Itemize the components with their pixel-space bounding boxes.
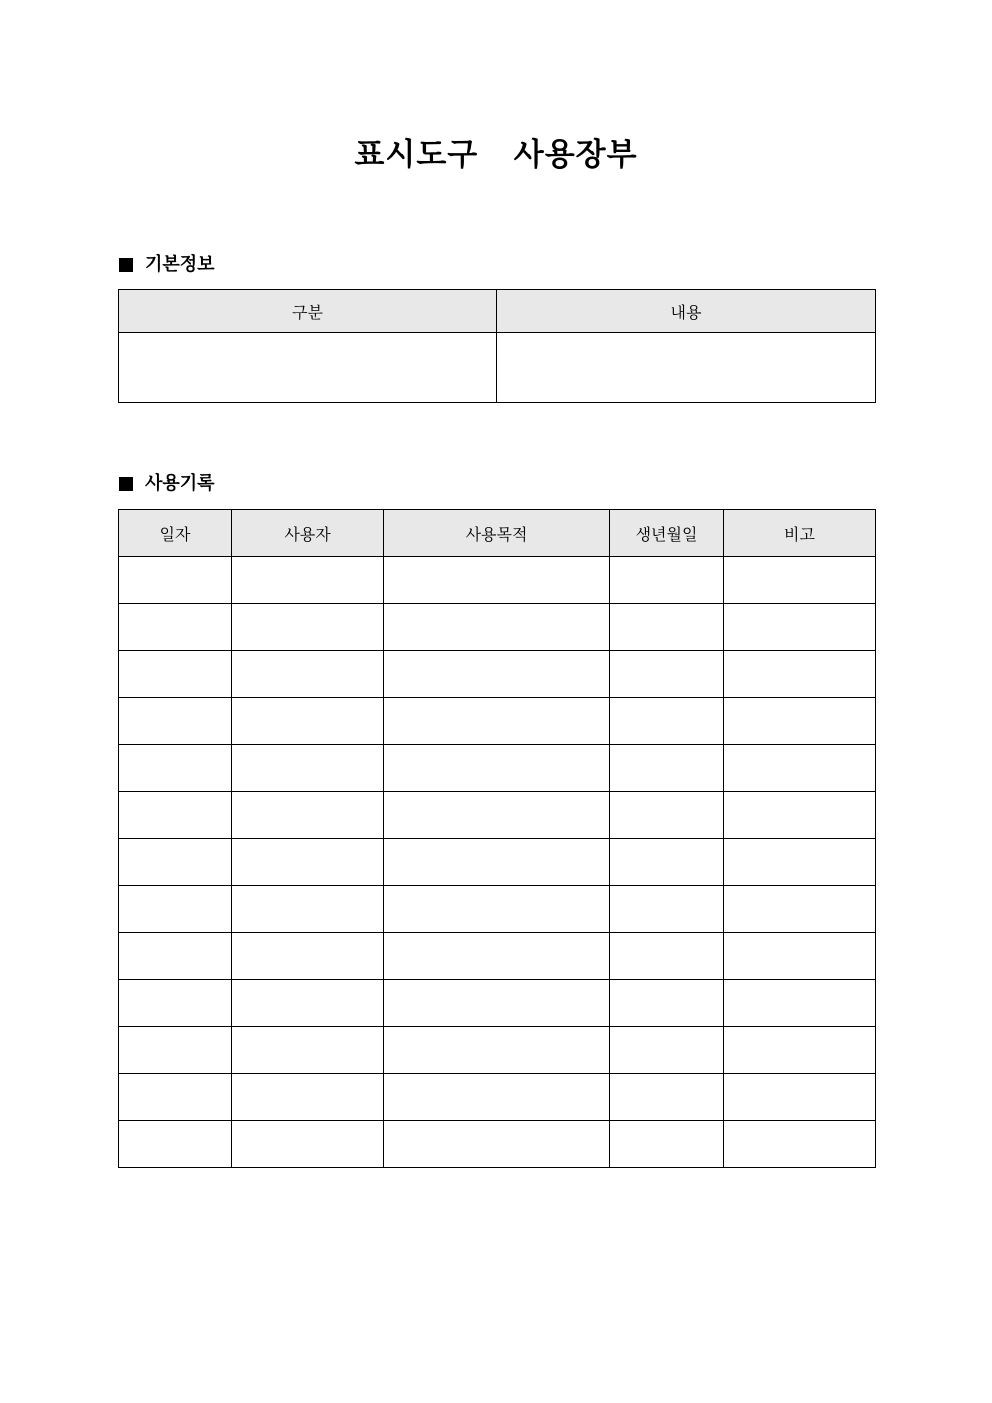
table-cell[interactable] xyxy=(119,839,232,886)
table-cell[interactable] xyxy=(610,886,724,933)
table-cell[interactable] xyxy=(724,839,876,886)
table-cell[interactable] xyxy=(384,980,610,1027)
table-cell[interactable] xyxy=(232,933,384,980)
table-header-row xyxy=(119,290,876,333)
table-row xyxy=(119,886,876,933)
table-cell[interactable] xyxy=(610,1121,724,1168)
table-cell[interactable] xyxy=(119,980,232,1027)
table-cell[interactable] xyxy=(119,933,232,980)
table-cell[interactable] xyxy=(384,557,610,604)
table-cell[interactable] xyxy=(384,886,610,933)
table-cell[interactable] xyxy=(232,1027,384,1074)
table-cell[interactable] xyxy=(724,1027,876,1074)
table-cell[interactable] xyxy=(232,886,384,933)
table-cell[interactable] xyxy=(384,1121,610,1168)
table-cell[interactable] xyxy=(384,698,610,745)
column-header-user: 사용자 xyxy=(232,510,384,557)
table-cell[interactable] xyxy=(610,1074,724,1121)
table-cell[interactable] xyxy=(384,1027,610,1074)
table-cell[interactable] xyxy=(119,557,232,604)
page-title: 표시도구 사용장부 xyxy=(354,137,638,173)
table-cell[interactable] xyxy=(497,333,876,403)
square-bullet-icon xyxy=(119,258,133,272)
table-cell[interactable] xyxy=(724,1121,876,1168)
table-cell[interactable] xyxy=(232,557,384,604)
table-cell[interactable] xyxy=(610,651,724,698)
table-row xyxy=(119,1027,876,1074)
table-cell[interactable] xyxy=(384,745,610,792)
table-cell[interactable] xyxy=(610,933,724,980)
table-cell[interactable] xyxy=(384,839,610,886)
table-row xyxy=(119,698,876,745)
table-cell[interactable] xyxy=(232,1074,384,1121)
usage-log-table xyxy=(118,509,876,1168)
table-cell[interactable] xyxy=(384,933,610,980)
table-row xyxy=(119,651,876,698)
column-header-category: 구분 xyxy=(119,290,497,333)
table-cell[interactable] xyxy=(119,698,232,745)
table-cell[interactable] xyxy=(384,792,610,839)
table-row xyxy=(119,980,876,1027)
basic-info-table xyxy=(118,289,876,403)
table-cell[interactable] xyxy=(232,1121,384,1168)
table-cell[interactable] xyxy=(119,886,232,933)
table-cell[interactable] xyxy=(384,604,610,651)
section-heading-label: 사용기록 xyxy=(145,473,215,494)
table-cell[interactable] xyxy=(232,651,384,698)
column-header-date: 일자 xyxy=(119,510,232,557)
table-cell[interactable] xyxy=(119,1074,232,1121)
table-cell[interactable] xyxy=(119,604,232,651)
column-header-content: 내용 xyxy=(497,290,876,333)
table-cell[interactable] xyxy=(724,886,876,933)
section-heading-basic-info xyxy=(119,253,215,277)
table-cell[interactable] xyxy=(232,698,384,745)
table-cell[interactable] xyxy=(119,1027,232,1074)
column-header-birthdate: 생년월일 xyxy=(610,510,724,557)
table-cell[interactable] xyxy=(610,792,724,839)
table-cell[interactable] xyxy=(724,604,876,651)
table-cell[interactable] xyxy=(610,557,724,604)
table-row xyxy=(119,604,876,651)
table-row xyxy=(119,557,876,604)
table-cell[interactable] xyxy=(232,745,384,792)
table-row xyxy=(119,1121,876,1168)
table-cell[interactable] xyxy=(610,980,724,1027)
table-cell[interactable] xyxy=(724,980,876,1027)
column-header-purpose: 사용목적 xyxy=(384,510,610,557)
table-cell[interactable] xyxy=(232,792,384,839)
table-cell[interactable] xyxy=(724,1074,876,1121)
table-row xyxy=(119,745,876,792)
table-cell[interactable] xyxy=(384,651,610,698)
table-cell[interactable] xyxy=(232,839,384,886)
table-cell[interactable] xyxy=(724,745,876,792)
square-bullet-icon xyxy=(119,477,133,491)
table-cell[interactable] xyxy=(610,604,724,651)
table-cell[interactable] xyxy=(232,604,384,651)
table-cell[interactable] xyxy=(119,333,497,403)
table-row xyxy=(119,933,876,980)
table-cell[interactable] xyxy=(119,745,232,792)
table-row xyxy=(119,333,876,403)
table-row xyxy=(119,1074,876,1121)
table-header-row xyxy=(119,510,876,557)
table-cell[interactable] xyxy=(610,839,724,886)
table-row xyxy=(119,792,876,839)
table-cell[interactable] xyxy=(119,651,232,698)
table-cell[interactable] xyxy=(384,1074,610,1121)
table-cell[interactable] xyxy=(724,698,876,745)
table-cell[interactable] xyxy=(119,1121,232,1168)
column-header-remarks: 비고 xyxy=(724,510,876,557)
table-cell[interactable] xyxy=(724,651,876,698)
section-heading-usage-log xyxy=(119,472,215,496)
table-cell[interactable] xyxy=(119,792,232,839)
table-cell[interactable] xyxy=(610,698,724,745)
section-heading-label: 기본정보 xyxy=(145,254,215,275)
table-cell[interactable] xyxy=(724,933,876,980)
table-cell[interactable] xyxy=(724,792,876,839)
table-row xyxy=(119,839,876,886)
table-cell[interactable] xyxy=(724,557,876,604)
table-cell[interactable] xyxy=(610,1027,724,1074)
table-cell[interactable] xyxy=(610,745,724,792)
table-cell[interactable] xyxy=(232,980,384,1027)
